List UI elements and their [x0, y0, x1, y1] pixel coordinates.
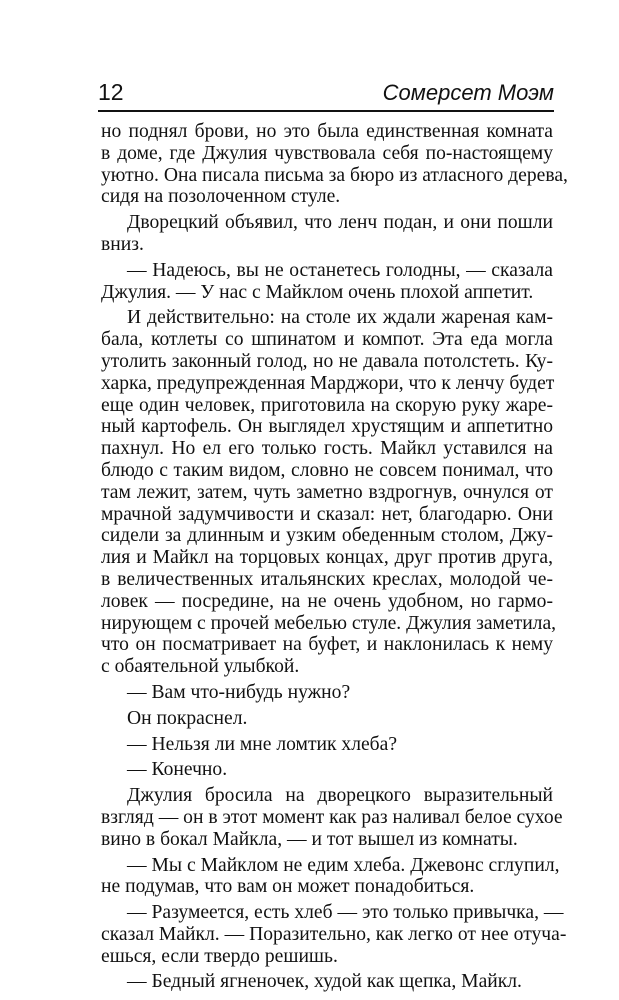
- text-line: что он посматривает на буфет, и наклонилась к нему: [101, 634, 553, 656]
- text-line: — Конечно.: [127, 759, 228, 781]
- text-line: — Бедный ягненочек, худой как щепка, Майкл.: [127, 971, 522, 993]
- text-line: ный картофель. Он выглядел хрустящим и аппетитно: [101, 416, 553, 438]
- text-line: не подумав, что вам он может понадобиться.: [101, 876, 475, 898]
- text-line: — Мы с Майклом не едим хлеба. Джевонс сглупил,: [127, 854, 560, 876]
- text-line: мрачной задумчивости и сказал: нет, благодарю. Они: [101, 503, 553, 525]
- header-rule: [98, 110, 554, 112]
- text-line: Он покраснел.: [127, 707, 248, 729]
- body-text: [101, 121, 568, 993]
- text-line: еще один человек, приготовила на скорую руку жаре-: [101, 394, 553, 416]
- text-line: ловек — посредине, на не очень удобном, но гармо-: [101, 590, 553, 612]
- running-head-author: Сомерсет Моэм: [382, 80, 554, 105]
- text-line: Джулия бросила на дворецкого выразительный: [127, 785, 553, 807]
- text-line: — Вам что-нибудь нужно?: [127, 681, 351, 703]
- text-line: — Разумеется, есть хлеб — это только привычка, —: [127, 902, 564, 924]
- text-line: утолить законный голод, но не давала потолстеть. Ку-: [101, 350, 553, 372]
- text-line: сидели за длинным и узким обеденным столом, Джу-: [101, 525, 553, 547]
- text-line: пахнул. Но ел его только гость. Майкл уставился на: [101, 438, 553, 460]
- text-line: блюдо с таким видом, словно не совсем понимал, что: [101, 459, 553, 481]
- text-line: лия и Майкл на торцовых концах, друг против друга,: [101, 547, 553, 569]
- text-line: но поднял брови, но это была единственная комната: [101, 121, 553, 142]
- page-number: 12: [98, 79, 124, 105]
- text-line: сказал Майкл. — Поразительно, как легко от нее отуча-: [101, 923, 567, 945]
- text-line: — Нельзя ли мне ломтик хлеба?: [127, 733, 398, 755]
- text-line: взгляд — он в этот момент как раз наливал белое сухое: [101, 806, 563, 828]
- text-line: сидя на позолоченном стуле.: [101, 186, 341, 208]
- text-line: там лежит, затем, чуть заметно вздрогнув, очнулся от: [101, 481, 553, 503]
- text-line: вино в бокал Майкла, — и тот вышел из комнаты.: [101, 828, 518, 850]
- text-line: нирующем с прочей мебелью стуле. Джулия заметила,: [101, 612, 557, 634]
- text-line: — Надеюсь, вы не останетесь голодны, — сказала: [127, 259, 553, 281]
- text-line: Дворецкий объявил, что ленч подан, и они пошли: [127, 212, 553, 234]
- text-line: бала, котлеты со шпинатом и компот. Эта еда могла: [101, 329, 553, 351]
- text-line: ешься, если твердо решишь.: [101, 945, 338, 967]
- text-line: в величественных итальянских креслах, молодой че-: [101, 568, 553, 590]
- running-head: [98, 79, 554, 109]
- text-line: уютно. Она писала письма за бюро из атласного дерева,: [101, 164, 568, 186]
- text-line: вниз.: [101, 233, 144, 255]
- text-line: харка, предупрежденная Марджори, что к ленчу будет: [101, 372, 555, 394]
- text-line: И действительно: на столе их ждали жареная кам-: [127, 307, 553, 329]
- text-line: в доме, где Джулия чувствовала себя по-настоящему: [101, 142, 553, 164]
- text-line: с обаятельной улыбкой.: [101, 656, 300, 678]
- text-line: Джулия. — У нас с Майклом очень плохой аппетит.: [101, 281, 534, 303]
